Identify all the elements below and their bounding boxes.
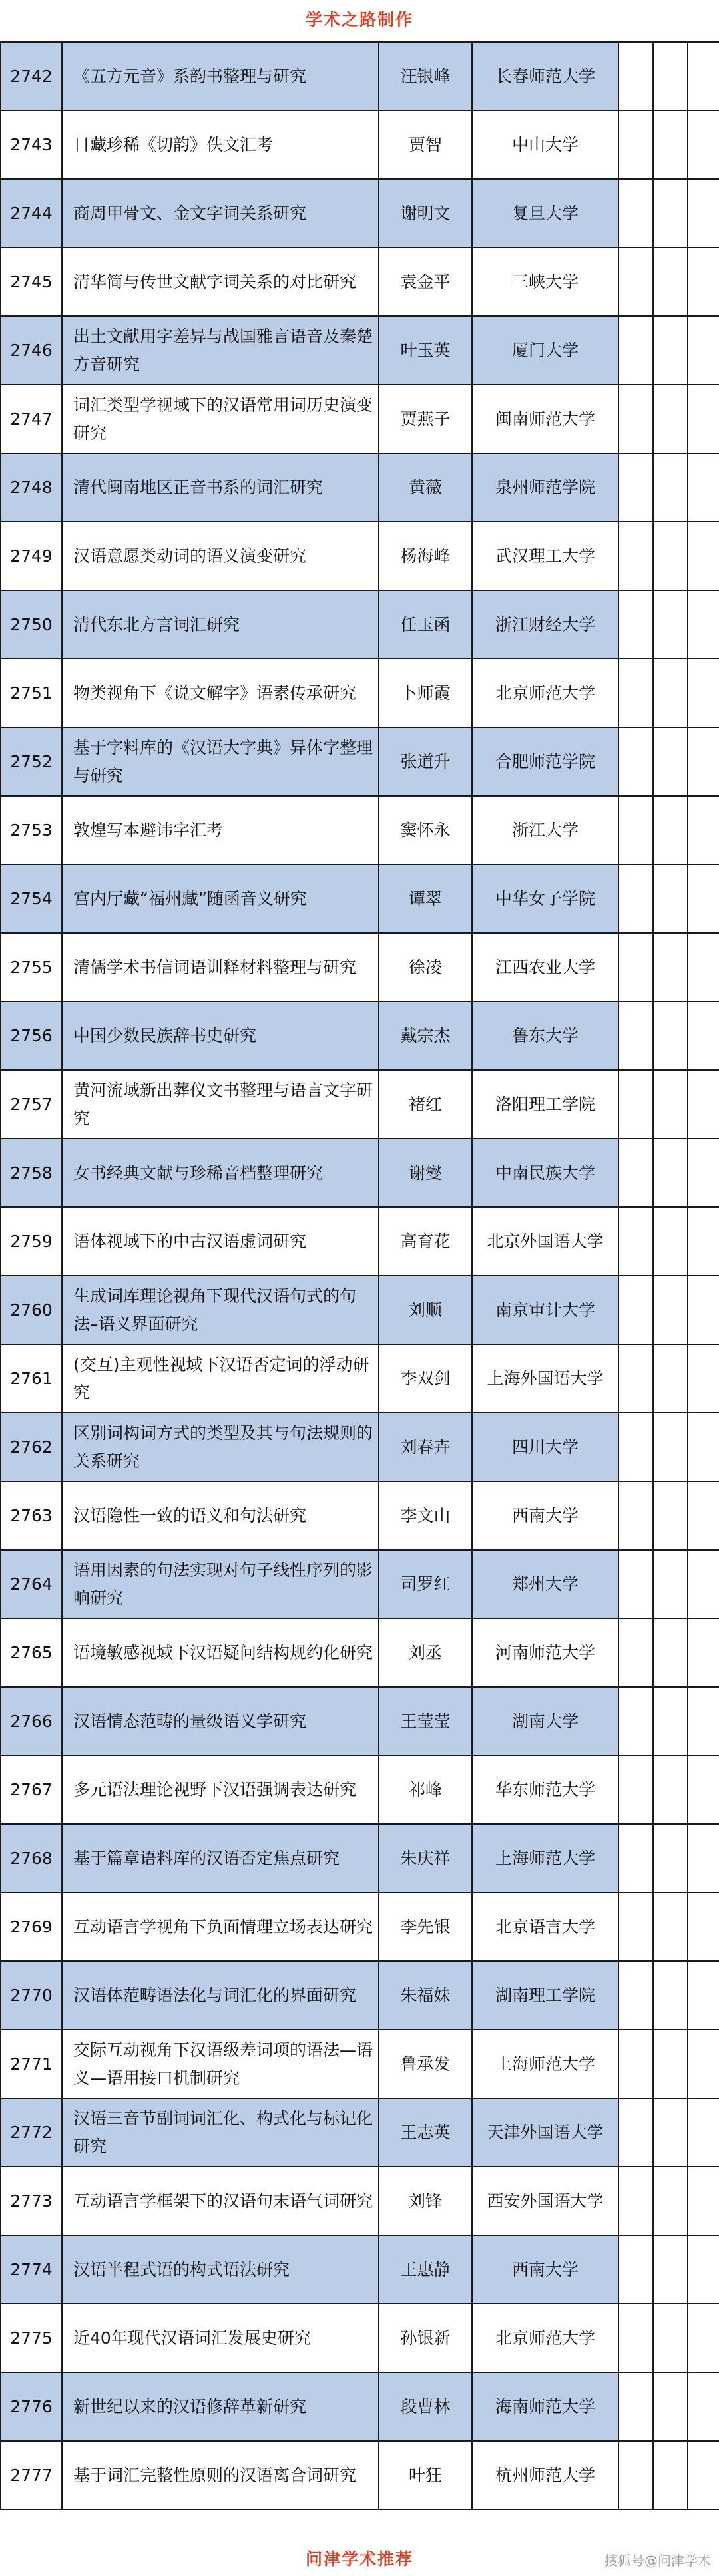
table-row bbox=[1, 1550, 719, 1618]
institution-cell: 上海师范大学 bbox=[472, 2030, 618, 2098]
empty-cell bbox=[688, 1755, 719, 1824]
empty-cell bbox=[618, 1961, 653, 2030]
project-number-cell: 2755 bbox=[1, 933, 62, 1002]
empty-cell bbox=[688, 1344, 719, 1413]
project-title-cell: 新世纪以来的汉语修辞革新研究 bbox=[62, 2372, 379, 2441]
investigator-name-cell: 张道升 bbox=[379, 727, 472, 796]
empty-cell bbox=[618, 1550, 653, 1618]
table-row bbox=[1, 385, 719, 453]
table-row bbox=[1, 110, 719, 179]
investigator-name-cell: 徐凌 bbox=[379, 933, 472, 1002]
empty-cell bbox=[688, 110, 719, 179]
project-number-cell: 2766 bbox=[1, 1687, 62, 1755]
empty-cell bbox=[688, 590, 719, 659]
empty-cell bbox=[688, 2030, 719, 2098]
empty-cell bbox=[653, 1755, 688, 1824]
institution-cell: 四川大学 bbox=[472, 1413, 618, 1481]
empty-cell bbox=[653, 2167, 688, 2235]
investigator-name-cell: 朱庆祥 bbox=[379, 1824, 472, 1893]
project-number-cell: 2768 bbox=[1, 1824, 62, 1893]
project-number-cell: 2772 bbox=[1, 2098, 62, 2167]
table-row bbox=[1, 796, 719, 864]
investigator-name-cell: 叶玉英 bbox=[379, 316, 472, 385]
empty-cell bbox=[618, 248, 653, 316]
project-table-body bbox=[1, 42, 719, 2509]
project-number-cell: 2757 bbox=[1, 1070, 62, 1139]
empty-cell bbox=[653, 248, 688, 316]
empty-cell bbox=[653, 727, 688, 796]
investigator-name-cell: 任玉函 bbox=[379, 590, 472, 659]
empty-cell bbox=[653, 385, 688, 453]
empty-cell bbox=[618, 1002, 653, 1070]
project-title-cell: 生成词库理论视角下现代汉语句式的句法–语义界面研究 bbox=[62, 1276, 379, 1344]
project-number-cell: 2750 bbox=[1, 590, 62, 659]
project-table-container bbox=[0, 41, 719, 2510]
investigator-name-cell: 祁峰 bbox=[379, 1755, 472, 1824]
table-row bbox=[1, 590, 719, 659]
investigator-name-cell: 卜师霞 bbox=[379, 659, 472, 727]
empty-cell bbox=[688, 1002, 719, 1070]
institution-cell: 河南师范大学 bbox=[472, 1618, 618, 1687]
empty-cell bbox=[618, 1687, 653, 1755]
table-row bbox=[1, 1618, 719, 1687]
empty-cell bbox=[688, 1207, 719, 1276]
table-row bbox=[1, 2304, 719, 2372]
project-number-cell: 2765 bbox=[1, 1618, 62, 1687]
project-number-cell: 2764 bbox=[1, 1550, 62, 1618]
empty-cell bbox=[618, 1207, 653, 1276]
project-title-cell: 互动语言学视角下负面情理立场表达研究 bbox=[62, 1893, 379, 1961]
project-number-cell: 2776 bbox=[1, 2372, 62, 2441]
project-title-cell: 物类视角下《说文解字》语素传承研究 bbox=[62, 659, 379, 727]
empty-cell bbox=[688, 2235, 719, 2304]
empty-cell bbox=[688, 1276, 719, 1344]
project-title-cell: 宫内厅藏“福州藏”随函音义研究 bbox=[62, 864, 379, 933]
investigator-name-cell: 刘锋 bbox=[379, 2167, 472, 2235]
empty-cell bbox=[688, 1824, 719, 1893]
table-row bbox=[1, 2372, 719, 2441]
investigator-name-cell: 谢明文 bbox=[379, 179, 472, 248]
investigator-name-cell: 司罗红 bbox=[379, 1550, 472, 1618]
investigator-name-cell: 王志英 bbox=[379, 2098, 472, 2167]
empty-cell bbox=[653, 453, 688, 522]
table-row bbox=[1, 179, 719, 248]
institution-cell: 闽南师范大学 bbox=[472, 385, 618, 453]
empty-cell bbox=[618, 2235, 653, 2304]
empty-cell bbox=[653, 316, 688, 385]
empty-cell bbox=[618, 1344, 653, 1413]
project-number-cell: 2761 bbox=[1, 1344, 62, 1413]
project-title-cell: (交互)主观性视域下汉语否定词的浮动研究 bbox=[62, 1344, 379, 1413]
table-row bbox=[1, 1481, 719, 1550]
investigator-name-cell: 贾智 bbox=[379, 110, 472, 179]
project-title-cell: 汉语体范畴语法化与词汇化的界面研究 bbox=[62, 1961, 379, 2030]
empty-cell bbox=[688, 316, 719, 385]
investigator-name-cell: 贾燕子 bbox=[379, 385, 472, 453]
page-header bbox=[0, 0, 719, 40]
project-title-cell: 日藏珍稀《切韵》佚文汇考 bbox=[62, 110, 379, 179]
institution-cell: 浙江财经大学 bbox=[472, 590, 618, 659]
empty-cell bbox=[653, 2441, 688, 2509]
project-title-cell: 语体视域下的中古汉语虚词研究 bbox=[62, 1207, 379, 1276]
table-row bbox=[1, 1413, 719, 1481]
project-number-cell: 2743 bbox=[1, 110, 62, 179]
empty-cell bbox=[688, 659, 719, 727]
empty-cell bbox=[688, 453, 719, 522]
institution-cell: 北京语言大学 bbox=[472, 1893, 618, 1961]
investigator-name-cell: 王惠静 bbox=[379, 2235, 472, 2304]
table-row bbox=[1, 2167, 719, 2235]
table-row bbox=[1, 453, 719, 522]
empty-cell bbox=[653, 1139, 688, 1207]
table-row bbox=[1, 2441, 719, 2509]
project-number-cell: 2770 bbox=[1, 1961, 62, 2030]
empty-cell bbox=[653, 1002, 688, 1070]
project-title-cell: 中国少数民族辞书史研究 bbox=[62, 1002, 379, 1070]
investigator-name-cell: 杨海峰 bbox=[379, 522, 472, 590]
empty-cell bbox=[688, 2372, 719, 2441]
table-row bbox=[1, 864, 719, 933]
project-title-cell: 汉语三音节副词词汇化、构式化与标记化研究 bbox=[62, 2098, 379, 2167]
header-title: 学术之路制作 bbox=[305, 10, 413, 29]
institution-cell: 郑州大学 bbox=[472, 1550, 618, 1618]
project-number-cell: 2747 bbox=[1, 385, 62, 453]
empty-cell bbox=[618, 2372, 653, 2441]
table-row bbox=[1, 1824, 719, 1893]
institution-cell: 上海师范大学 bbox=[472, 1824, 618, 1893]
project-title-cell: 语用因素的句法实现对句子线性序列的影响研究 bbox=[62, 1550, 379, 1618]
empty-cell bbox=[653, 1276, 688, 1344]
table-row bbox=[1, 1139, 719, 1207]
investigator-name-cell: 谭翠 bbox=[379, 864, 472, 933]
empty-cell bbox=[688, 1481, 719, 1550]
project-title-cell: 区别词构词方式的类型及其与句法规则的关系研究 bbox=[62, 1413, 379, 1481]
table-row bbox=[1, 1070, 719, 1139]
empty-cell bbox=[618, 2030, 653, 2098]
investigator-name-cell: 王莹莹 bbox=[379, 1687, 472, 1755]
investigator-name-cell: 刘丞 bbox=[379, 1618, 472, 1687]
investigator-name-cell: 窦怀永 bbox=[379, 796, 472, 864]
empty-cell bbox=[653, 1207, 688, 1276]
footer-title: 问津学术推荐 bbox=[305, 2549, 413, 2569]
institution-cell: 三峡大学 bbox=[472, 248, 618, 316]
empty-cell bbox=[618, 1413, 653, 1481]
empty-cell bbox=[618, 796, 653, 864]
project-number-cell: 2748 bbox=[1, 453, 62, 522]
empty-cell bbox=[653, 659, 688, 727]
empty-cell bbox=[653, 1344, 688, 1413]
project-title-cell: 基于篇章语料库的汉语否定焦点研究 bbox=[62, 1824, 379, 1893]
institution-cell: 北京师范大学 bbox=[472, 659, 618, 727]
table-row bbox=[1, 248, 719, 316]
project-title-cell: 《五方元音》系韵书整理与研究 bbox=[62, 42, 379, 110]
investigator-name-cell: 袁金平 bbox=[379, 248, 472, 316]
empty-cell bbox=[688, 2441, 719, 2509]
project-title-cell: 互动语言学框架下的汉语句末语气词研究 bbox=[62, 2167, 379, 2235]
institution-cell: 湖南理工学院 bbox=[472, 1961, 618, 2030]
investigator-name-cell: 黄薇 bbox=[379, 453, 472, 522]
institution-cell: 南京审计大学 bbox=[472, 1276, 618, 1344]
project-number-cell: 2746 bbox=[1, 316, 62, 385]
project-number-cell: 2771 bbox=[1, 2030, 62, 2098]
empty-cell bbox=[618, 1893, 653, 1961]
empty-cell bbox=[653, 2304, 688, 2372]
project-title-cell: 黄河流域新出葬仪文书整理与语言文字研究 bbox=[62, 1070, 379, 1139]
institution-cell: 西南大学 bbox=[472, 2235, 618, 2304]
institution-cell: 天津外国语大学 bbox=[472, 2098, 618, 2167]
investigator-name-cell: 褚红 bbox=[379, 1070, 472, 1139]
project-table bbox=[0, 41, 719, 2510]
table-row bbox=[1, 727, 719, 796]
empty-cell bbox=[688, 522, 719, 590]
empty-cell bbox=[653, 110, 688, 179]
empty-cell bbox=[688, 1070, 719, 1139]
institution-cell: 厦门大学 bbox=[472, 316, 618, 385]
empty-cell bbox=[618, 1755, 653, 1824]
empty-cell bbox=[688, 727, 719, 796]
project-number-cell: 2744 bbox=[1, 179, 62, 248]
empty-cell bbox=[653, 1824, 688, 1893]
project-title-cell: 多元语法理论视野下汉语强调表达研究 bbox=[62, 1755, 379, 1824]
project-title-cell: 词汇类型学视域下的汉语常用词历史演变研究 bbox=[62, 385, 379, 453]
table-row bbox=[1, 2235, 719, 2304]
empty-cell bbox=[653, 1618, 688, 1687]
table-row bbox=[1, 659, 719, 727]
empty-cell bbox=[618, 1824, 653, 1893]
project-title-cell: 汉语半程式语的构式语法研究 bbox=[62, 2235, 379, 2304]
watermark: 搜狐号@问津学术 bbox=[604, 2553, 711, 2569]
institution-cell: 上海外国语大学 bbox=[472, 1344, 618, 1413]
empty-cell bbox=[618, 2304, 653, 2372]
project-number-cell: 2762 bbox=[1, 1413, 62, 1481]
empty-cell bbox=[653, 2372, 688, 2441]
project-title-cell: 基于字料库的《汉语大字典》异体字整理与研究 bbox=[62, 727, 379, 796]
investigator-name-cell: 谢燮 bbox=[379, 1139, 472, 1207]
project-number-cell: 2773 bbox=[1, 2167, 62, 2235]
empty-cell bbox=[653, 796, 688, 864]
investigator-name-cell: 朱福妹 bbox=[379, 1961, 472, 2030]
institution-cell: 北京外国语大学 bbox=[472, 1207, 618, 1276]
table-row bbox=[1, 1893, 719, 1961]
project-title-cell: 清代东北方言词汇研究 bbox=[62, 590, 379, 659]
institution-cell: 合肥师范学院 bbox=[472, 727, 618, 796]
institution-cell: 华东师范大学 bbox=[472, 1755, 618, 1824]
investigator-name-cell: 李先银 bbox=[379, 1893, 472, 1961]
empty-cell bbox=[618, 316, 653, 385]
project-number-cell: 2756 bbox=[1, 1002, 62, 1070]
table-row bbox=[1, 1002, 719, 1070]
table-row bbox=[1, 1687, 719, 1755]
empty-cell bbox=[618, 1139, 653, 1207]
institution-cell: 北京师范大学 bbox=[472, 2304, 618, 2372]
empty-cell bbox=[618, 727, 653, 796]
investigator-name-cell: 孙银新 bbox=[379, 2304, 472, 2372]
empty-cell bbox=[653, 1070, 688, 1139]
page-footer bbox=[0, 2537, 719, 2576]
project-number-cell: 2759 bbox=[1, 1207, 62, 1276]
institution-cell: 泉州师范学院 bbox=[472, 453, 618, 522]
empty-cell bbox=[618, 1481, 653, 1550]
institution-cell: 长春师范大学 bbox=[472, 42, 618, 110]
institution-cell: 西南大学 bbox=[472, 1481, 618, 1550]
project-number-cell: 2775 bbox=[1, 2304, 62, 2372]
investigator-name-cell: 戴宗杰 bbox=[379, 1002, 472, 1070]
project-number-cell: 2753 bbox=[1, 796, 62, 864]
empty-cell bbox=[688, 2167, 719, 2235]
institution-cell: 西安外国语大学 bbox=[472, 2167, 618, 2235]
empty-cell bbox=[688, 864, 719, 933]
project-number-cell: 2745 bbox=[1, 248, 62, 316]
project-number-cell: 2763 bbox=[1, 1481, 62, 1550]
project-number-cell: 2777 bbox=[1, 2441, 62, 2509]
empty-cell bbox=[688, 1618, 719, 1687]
project-title-cell: 汉语隐性一致的语义和句法研究 bbox=[62, 1481, 379, 1550]
table-row bbox=[1, 1276, 719, 1344]
empty-cell bbox=[618, 179, 653, 248]
empty-cell bbox=[688, 1139, 719, 1207]
empty-cell bbox=[653, 179, 688, 248]
empty-cell bbox=[653, 2098, 688, 2167]
empty-cell bbox=[688, 796, 719, 864]
project-title-cell: 清代闽南地区正音书系的词汇研究 bbox=[62, 453, 379, 522]
institution-cell: 鲁东大学 bbox=[472, 1002, 618, 1070]
table-row bbox=[1, 1207, 719, 1276]
empty-cell bbox=[618, 385, 653, 453]
empty-cell bbox=[653, 1550, 688, 1618]
table-row bbox=[1, 522, 719, 590]
investigator-name-cell: 叶狂 bbox=[379, 2441, 472, 2509]
project-number-cell: 2769 bbox=[1, 1893, 62, 1961]
project-title-cell: 交际互动视角下汉语级差词项的语法—语义—语用接口机制研究 bbox=[62, 2030, 379, 2098]
investigator-name-cell: 李双剑 bbox=[379, 1344, 472, 1413]
institution-cell: 中华女子学院 bbox=[472, 864, 618, 933]
empty-cell bbox=[618, 1070, 653, 1139]
empty-cell bbox=[688, 385, 719, 453]
project-number-cell: 2767 bbox=[1, 1755, 62, 1824]
empty-cell bbox=[618, 864, 653, 933]
institution-cell: 中山大学 bbox=[472, 110, 618, 179]
empty-cell bbox=[688, 179, 719, 248]
empty-cell bbox=[618, 2441, 653, 2509]
empty-cell bbox=[653, 2030, 688, 2098]
investigator-name-cell: 汪银峰 bbox=[379, 42, 472, 110]
empty-cell bbox=[618, 110, 653, 179]
project-title-cell: 清华简与传世文献字词关系的对比研究 bbox=[62, 248, 379, 316]
empty-cell bbox=[688, 933, 719, 1002]
project-title-cell: 语境敏感视域下汉语疑问结构规约化研究 bbox=[62, 1618, 379, 1687]
empty-cell bbox=[653, 522, 688, 590]
project-title-cell: 商周甲骨文、金文字词关系研究 bbox=[62, 179, 379, 248]
project-title-cell: 女书经典文献与珍稀音档整理研究 bbox=[62, 1139, 379, 1207]
empty-cell bbox=[653, 1413, 688, 1481]
empty-cell bbox=[618, 590, 653, 659]
institution-cell: 湖南大学 bbox=[472, 1687, 618, 1755]
project-number-cell: 2774 bbox=[1, 2235, 62, 2304]
empty-cell bbox=[653, 1893, 688, 1961]
table-row bbox=[1, 2030, 719, 2098]
empty-cell bbox=[618, 522, 653, 590]
empty-cell bbox=[618, 42, 653, 110]
empty-cell bbox=[688, 2098, 719, 2167]
institution-cell: 江西农业大学 bbox=[472, 933, 618, 1002]
project-title-cell: 近40年现代汉语词汇发展史研究 bbox=[62, 2304, 379, 2372]
institution-cell: 浙江大学 bbox=[472, 796, 618, 864]
empty-cell bbox=[653, 1961, 688, 2030]
empty-cell bbox=[618, 1276, 653, 1344]
empty-cell bbox=[688, 1893, 719, 1961]
empty-cell bbox=[688, 1961, 719, 2030]
empty-cell bbox=[618, 933, 653, 1002]
empty-cell bbox=[653, 1687, 688, 1755]
empty-cell bbox=[688, 2304, 719, 2372]
table-row bbox=[1, 933, 719, 1002]
empty-cell bbox=[653, 1481, 688, 1550]
project-number-cell: 2749 bbox=[1, 522, 62, 590]
investigator-name-cell: 刘顺 bbox=[379, 1276, 472, 1344]
institution-cell: 中南民族大学 bbox=[472, 1139, 618, 1207]
empty-cell bbox=[618, 659, 653, 727]
project-number-cell: 2754 bbox=[1, 864, 62, 933]
investigator-name-cell: 李文山 bbox=[379, 1481, 472, 1550]
investigator-name-cell: 高育花 bbox=[379, 1207, 472, 1276]
empty-cell bbox=[688, 248, 719, 316]
institution-cell: 杭州师范大学 bbox=[472, 2441, 618, 2509]
project-number-cell: 2752 bbox=[1, 727, 62, 796]
table-row bbox=[1, 1961, 719, 2030]
empty-cell bbox=[688, 1687, 719, 1755]
empty-cell bbox=[618, 2167, 653, 2235]
project-title-cell: 敦煌写本避讳字汇考 bbox=[62, 796, 379, 864]
empty-cell bbox=[688, 1550, 719, 1618]
empty-cell bbox=[618, 453, 653, 522]
empty-cell bbox=[688, 42, 719, 110]
project-title-cell: 基于词汇完整性原则的汉语离合词研究 bbox=[62, 2441, 379, 2509]
project-title-cell: 出土文献用字差异与战国雅言语音及秦楚方音研究 bbox=[62, 316, 379, 385]
empty-cell bbox=[653, 590, 688, 659]
project-title-cell: 清儒学术书信词语训释材料整理与研究 bbox=[62, 933, 379, 1002]
empty-cell bbox=[653, 42, 688, 110]
empty-cell bbox=[618, 2098, 653, 2167]
table-row bbox=[1, 42, 719, 110]
institution-cell: 武汉理工大学 bbox=[472, 522, 618, 590]
project-number-cell: 2751 bbox=[1, 659, 62, 727]
empty-cell bbox=[653, 864, 688, 933]
project-number-cell: 2742 bbox=[1, 42, 62, 110]
investigator-name-cell: 鲁承发 bbox=[379, 2030, 472, 2098]
investigator-name-cell: 段曹林 bbox=[379, 2372, 472, 2441]
institution-cell: 洛阳理工学院 bbox=[472, 1070, 618, 1139]
empty-cell bbox=[618, 1618, 653, 1687]
project-number-cell: 2760 bbox=[1, 1276, 62, 1344]
table-row bbox=[1, 1755, 719, 1824]
table-row bbox=[1, 2098, 719, 2167]
table-row bbox=[1, 316, 719, 385]
institution-cell: 海南师范大学 bbox=[472, 2372, 618, 2441]
project-title-cell: 汉语情态范畴的量级语义学研究 bbox=[62, 1687, 379, 1755]
empty-cell bbox=[653, 933, 688, 1002]
project-title-cell: 汉语意愿类动词的语义演变研究 bbox=[62, 522, 379, 590]
empty-cell bbox=[688, 1413, 719, 1481]
institution-cell: 复旦大学 bbox=[472, 179, 618, 248]
empty-cell bbox=[653, 2235, 688, 2304]
investigator-name-cell: 刘春卉 bbox=[379, 1413, 472, 1481]
project-number-cell: 2758 bbox=[1, 1139, 62, 1207]
table-row bbox=[1, 1344, 719, 1413]
